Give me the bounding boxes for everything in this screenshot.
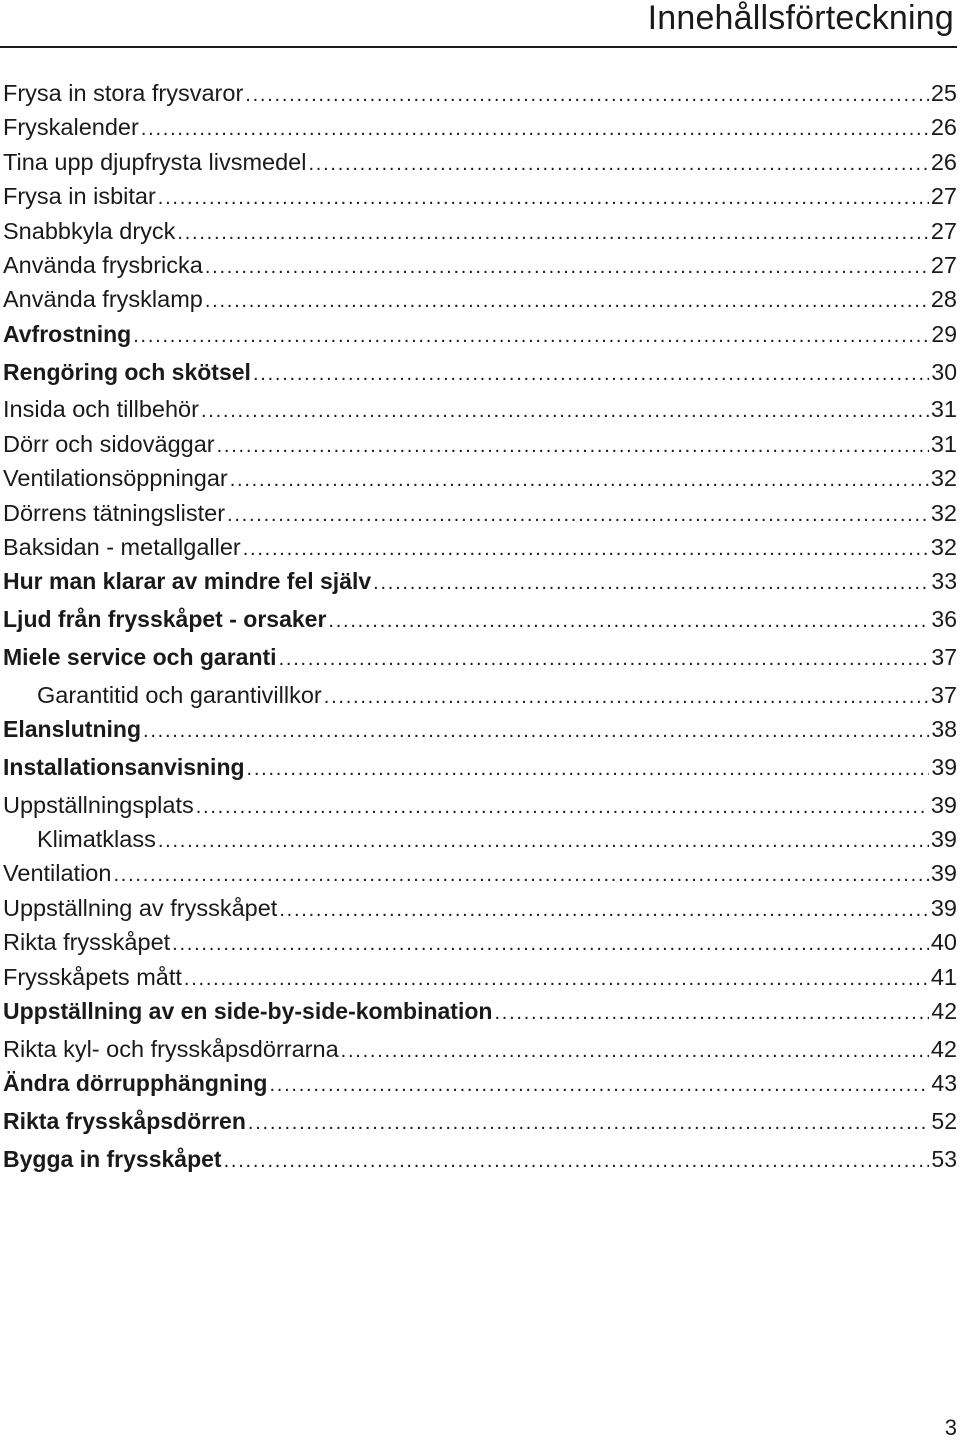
- toc-leader-dots: [205, 256, 929, 279]
- toc-entry[interactable]: [0, 568, 957, 606]
- toc-entry-title: Elanslutning: [3, 716, 141, 743]
- page-number: 3: [944, 1415, 957, 1440]
- toc-entry-page: 39: [931, 753, 957, 780]
- toc-entry-title: Ventilationsöppningar: [3, 465, 228, 492]
- toc-entry[interactable]: [0, 716, 957, 754]
- toc-entry[interactable]: [0, 534, 957, 568]
- toc-entry-page: 37: [931, 643, 957, 670]
- toc-entry-page: 32: [930, 499, 957, 526]
- toc-leader-dots: [227, 504, 929, 527]
- toc-leader-dots: [253, 363, 929, 386]
- toc-entry[interactable]: [0, 606, 957, 644]
- toc-leader-dots: [373, 572, 929, 595]
- toc-entry-page: 25: [930, 80, 957, 106]
- toc-entry-title: Hur man klarar av mindre fel själv: [3, 568, 372, 595]
- toc-entry-title: Rengöring och skötsel: [3, 358, 251, 385]
- table-of-contents: [0, 80, 957, 1184]
- toc-entry-page: 39: [930, 894, 957, 921]
- toc-entry-page: 30: [931, 358, 957, 385]
- toc-leader-dots: [341, 1040, 929, 1063]
- toc-entry-title: Rikta frysskåpsdörren: [3, 1107, 246, 1134]
- toc-entry-title: Ändra dörrupphängning: [3, 1070, 268, 1097]
- toc-leader-dots: [324, 686, 929, 709]
- toc-entry-page: 41: [930, 963, 957, 990]
- toc-entry[interactable]: [0, 80, 957, 114]
- toc-entry-page: 42: [931, 998, 957, 1024]
- toc-entry[interactable]: [0, 465, 957, 499]
- toc-entry[interactable]: [0, 321, 957, 359]
- toc-leader-dots: [279, 899, 929, 922]
- toc-leader-dots: [143, 720, 929, 743]
- toc-leader-dots: [247, 758, 930, 781]
- toc-leader-dots: [269, 1074, 929, 1097]
- toc-entry-page: 31: [930, 430, 957, 457]
- toc-entry-page: 40: [930, 929, 957, 956]
- toc-entry-page: 26: [930, 148, 957, 175]
- toc-entry-page: 27: [930, 217, 957, 244]
- toc-entry[interactable]: [0, 252, 957, 286]
- toc-entry-title: Uppställningsplats: [3, 791, 194, 818]
- toc-leader-dots: [201, 400, 929, 423]
- toc-entry[interactable]: [0, 929, 957, 963]
- toc-entry[interactable]: [0, 998, 957, 1036]
- toc-entry-page: 27: [930, 251, 957, 278]
- toc-entry[interactable]: [0, 1070, 957, 1108]
- toc-entry-page: 52: [931, 1107, 957, 1134]
- toc-leader-dots: [494, 1002, 929, 1025]
- toc-entry-page: 36: [931, 606, 957, 633]
- toc-entry-page: 32: [930, 465, 957, 492]
- toc-entry-page: 29: [931, 320, 957, 347]
- toc-entry[interactable]: [0, 964, 957, 998]
- toc-entry-title: Använda frysklamp: [3, 286, 203, 313]
- toc-entry[interactable]: [0, 682, 957, 716]
- toc-entry-title: Installationsanvisning: [3, 753, 245, 780]
- toc-entry[interactable]: [0, 396, 957, 430]
- toc-leader-dots: [184, 968, 929, 991]
- toc-leader-dots: [205, 290, 929, 313]
- toc-leader-dots: [328, 610, 929, 633]
- toc-entry-title: Rikta frysskåpet: [3, 929, 171, 956]
- toc-entry-title: Tina upp djupfrysta livsmedel: [3, 148, 307, 175]
- toc-entry[interactable]: [0, 1146, 957, 1184]
- toc-entry-title: Uppställning av frysskåpet: [3, 894, 278, 921]
- toc-entry-title: Snabbkyla dryck: [3, 217, 176, 244]
- toc-entry-page: 39: [930, 826, 957, 853]
- toc-entry-title: Klimatklass: [37, 826, 156, 853]
- toc-entry[interactable]: [0, 792, 957, 826]
- toc-entry[interactable]: [0, 644, 957, 682]
- toc-entry-title: Ventilation: [3, 860, 112, 887]
- toc-leader-dots: [158, 187, 929, 210]
- toc-entry[interactable]: [0, 860, 957, 894]
- toc-entry-title: Bygga in frysskåpet: [3, 1145, 222, 1172]
- toc-entry[interactable]: [0, 114, 957, 148]
- toc-leader-dots: [248, 1112, 930, 1135]
- toc-entry-page: 42: [930, 1035, 957, 1062]
- toc-leader-dots: [196, 796, 929, 819]
- toc-entry-page: 37: [930, 681, 957, 708]
- toc-entry[interactable]: [0, 149, 957, 183]
- toc-leader-dots: [133, 325, 929, 348]
- toc-entry-title: Dörrens tätningslister: [3, 499, 226, 526]
- toc-entry-page: 27: [930, 183, 957, 210]
- toc-entry[interactable]: [0, 286, 957, 320]
- toc-entry-title: Uppställning av en side-by-side-kombination: [3, 998, 493, 1024]
- toc-entry-title: Rikta kyl- och frysskåpsdörrarna: [3, 1035, 339, 1062]
- page-header: [0, 0, 957, 48]
- toc-entry-page: 39: [930, 860, 957, 887]
- toc-leader-dots: [308, 153, 928, 176]
- toc-entry-title: Baksidan - metallgaller: [3, 533, 241, 560]
- toc-entry-page: 39: [930, 791, 957, 818]
- toc-leader-dots: [177, 222, 928, 245]
- toc-leader-dots: [243, 538, 929, 561]
- toc-entry[interactable]: [0, 218, 957, 252]
- toc-leader-dots: [224, 1150, 930, 1173]
- toc-entry-page: 31: [930, 396, 957, 423]
- toc-entry[interactable]: [0, 754, 957, 792]
- toc-leader-dots: [217, 435, 929, 458]
- toc-leader-dots: [113, 864, 928, 887]
- toc-entry-page: 53: [931, 1145, 957, 1172]
- toc-entry-title: Frysa in stora frysvaror: [3, 80, 244, 106]
- toc-entry-page: 33: [931, 568, 957, 595]
- toc-entry[interactable]: [0, 1036, 957, 1070]
- toc-entry-title: Frysskåpets mått: [3, 963, 182, 990]
- toc-entry-title: Avfrostning: [3, 320, 132, 347]
- toc-entry-page: 43: [931, 1070, 957, 1097]
- toc-entry-title: Garantitid och garantivillkor: [37, 681, 322, 708]
- toc-entry-page: 28: [930, 286, 957, 313]
- toc-entry-page: 32: [930, 533, 957, 560]
- toc-leader-dots: [141, 118, 929, 141]
- toc-entry[interactable]: [0, 500, 957, 534]
- toc-leader-dots: [172, 933, 929, 956]
- toc-leader-dots: [230, 469, 929, 492]
- toc-leader-dots: [245, 84, 929, 107]
- toc-entry[interactable]: [0, 183, 957, 217]
- toc-entry[interactable]: [0, 895, 957, 929]
- toc-entry[interactable]: [0, 431, 957, 465]
- toc-entry[interactable]: [0, 1108, 957, 1146]
- toc-entry-title: Miele service och garanti: [3, 643, 277, 670]
- toc-entry-title: Insida och tillbehör: [3, 396, 199, 423]
- toc-entry-title: Dörr och sidoväggar: [3, 430, 215, 457]
- toc-entry-page: 38: [931, 716, 957, 743]
- toc-leader-dots: [158, 830, 929, 853]
- toc-entry-title: Frysa in isbitar: [3, 183, 156, 210]
- toc-leader-dots: [279, 648, 930, 671]
- toc-entry[interactable]: [0, 359, 957, 397]
- toc-entry-title: Använda frysbricka: [3, 251, 203, 278]
- page-title: Innehållsförteckning: [647, 0, 954, 37]
- toc-entry-title: Fryskalender: [3, 114, 139, 141]
- toc-entry-title: Ljud från frysskåpet - orsaker: [3, 606, 327, 633]
- toc-entry-page: 26: [930, 114, 957, 141]
- toc-entry[interactable]: [0, 826, 957, 860]
